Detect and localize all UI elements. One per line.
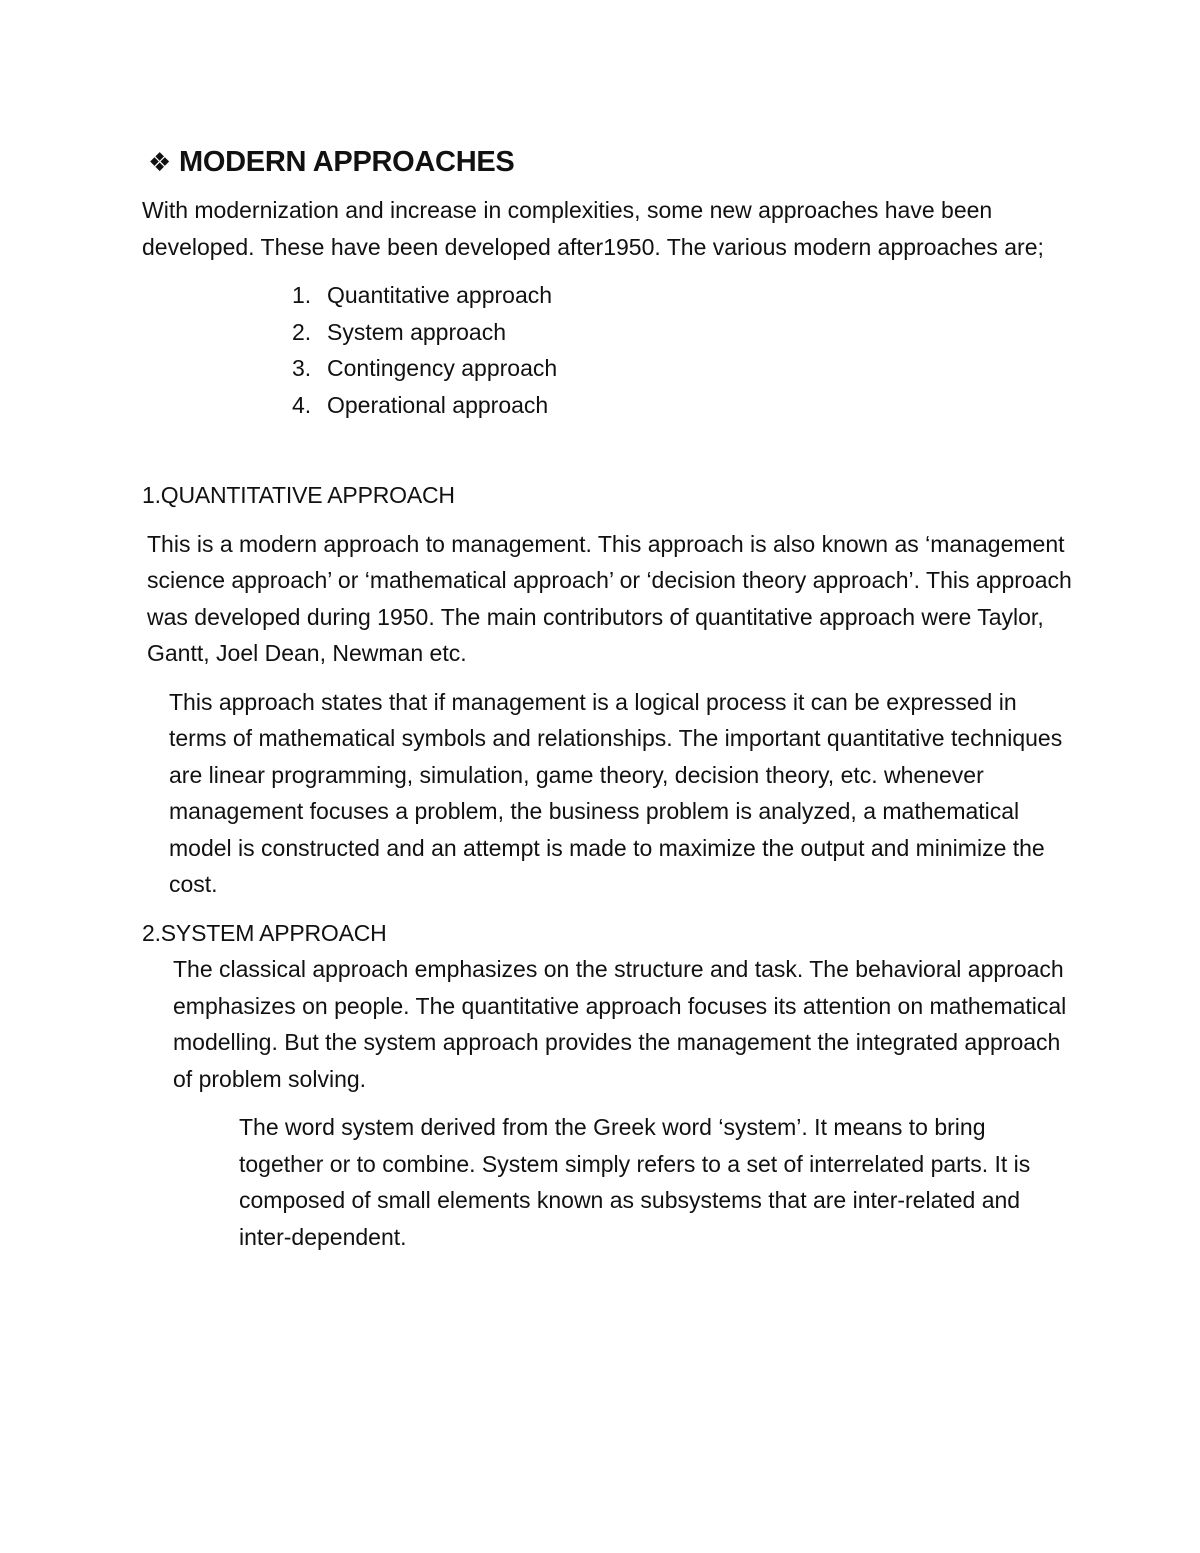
list-item [292, 277, 1072, 314]
intro-paragraph: With modernization and increase in complexities, some new approaches have been developed. These have been developed after1950. The various modern approaches are; [142, 197, 1044, 260]
diamond-bullet-icon: ❖ [148, 147, 172, 177]
system-paragraph-2: The word system derived from the Greek word ‘system’. It means to bring together or to combine. System simply refers to a set of interrelated parts. It is composed of small elements known as subsystems that are inter-related and inter-dependent. [239, 1114, 1031, 1250]
system-paragraph-1: The classical approach emphasizes on the structure and task. The behavioral approach emphasizes on people. The quantitative approach focuses its attention on mathematical modelling. But the system approach provides the management the integrated approach of problem solving. [173, 956, 1067, 1092]
document-body [142, 140, 1072, 1267]
list-item-text: Contingency approach [327, 355, 558, 381]
list-item-text: Operational approach [327, 391, 549, 418]
list-item-number: 2. [292, 318, 312, 345]
quantitative-paragraph-2: This approach states that if management is a logical process it can be expressed in terms of mathematical symbols and relationships. The important quantitative techniques are linear programming, simulation, game theory, decision theory, etc. whenever management focuses a problem, the business problem is analyzed, a mathematical model is constructed and an attempt is made to maximize the output and minimize the cost. [169, 688, 1063, 897]
list-item-number: 1. [292, 282, 312, 308]
section-heading-system: 2.SYSTEM APPROACH [142, 919, 387, 946]
page-title [148, 140, 1072, 184]
list-item-number: 3. [292, 355, 312, 381]
list-item [292, 314, 1072, 351]
list-item-number: 4. [292, 391, 312, 418]
list-item-text: System approach [327, 318, 506, 345]
page-title-text: MODERN APPROACHES [179, 146, 515, 178]
quantitative-paragraph-1: This is a modern approach to management. This approach is also known as ‘management science approach’ or ‘mathematical approach’ or ‘decision theory approach’. This approach was developed during 1950. The main contributors of quantitative approach were Taylor, Gantt, Joel Dean, Newman etc. [147, 530, 1072, 666]
list-item [292, 387, 1072, 424]
section-heading-quantitative: 1.QUANTITATIVE APPROACH [142, 482, 455, 508]
approach-list [142, 277, 1072, 423]
list-item-text: Quantitative approach [327, 282, 553, 308]
list-item [292, 350, 1072, 387]
